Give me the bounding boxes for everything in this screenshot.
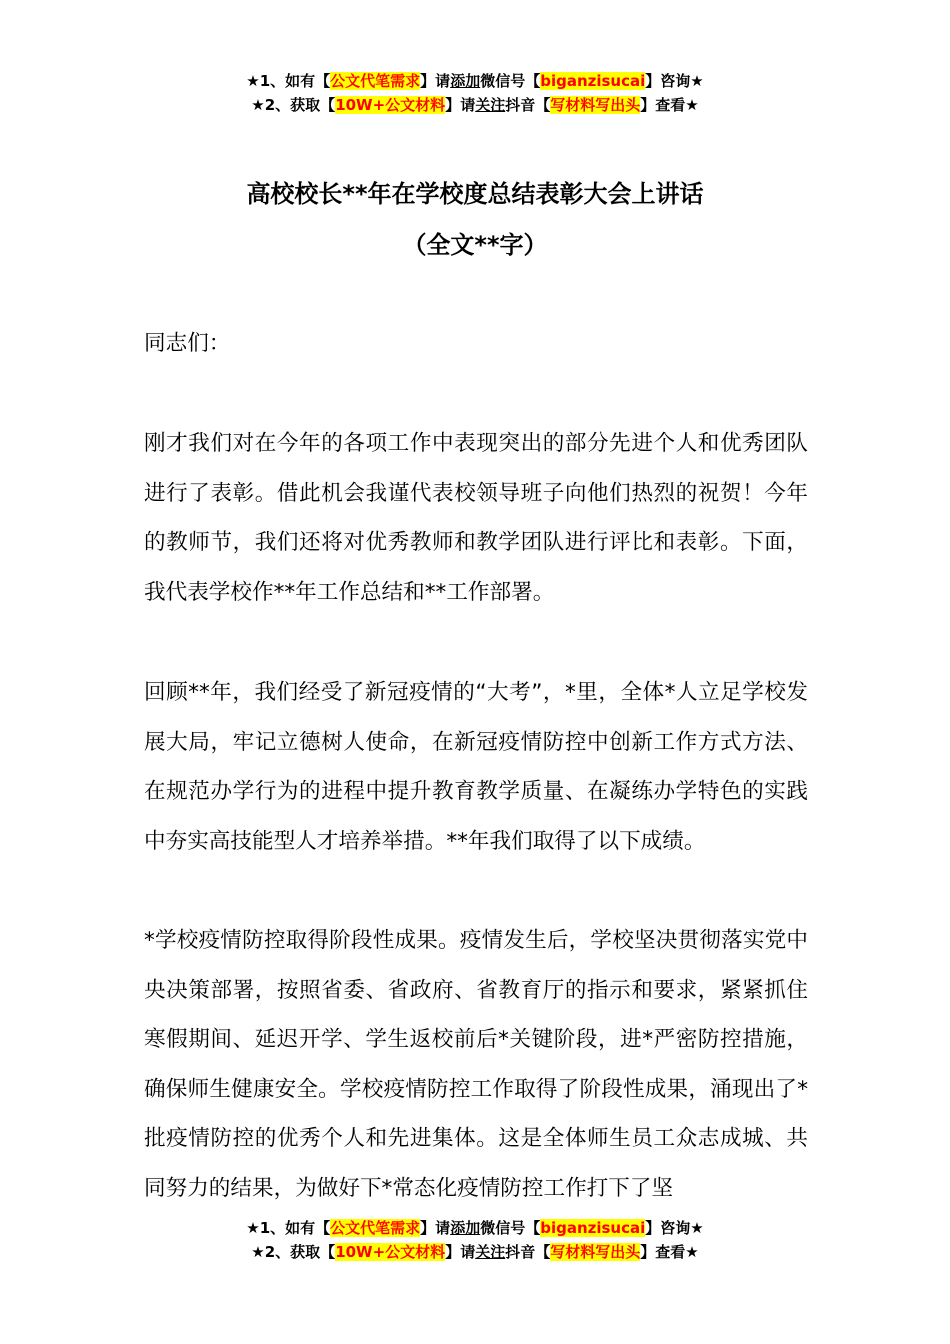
highlight-materials: 10W+公文材料 <box>335 1243 446 1261</box>
body-paragraph: 回顾**年，我们经受了新冠疫情的“大考”，*里，全体*人立足学校发展大局，牢记立德树人使命，在新冠疫情防控中创新工作方式方法、在规范办学行为的进程中提升教育教学质量、在凝练办学特色的实践中夯实高技能型人才培养举措。**年我们取得了以下成绩。 <box>144 680 808 854</box>
highlight-wechat-id: biganzisucai <box>540 1219 646 1237</box>
header-promo-line-1: ★1、如有【公文代笔需求】请添加微信号【biganzisucai】咨询★ <box>246 72 704 90</box>
footer-area <box>0 1210 950 1344</box>
document-title: 高校校长**年在学校度总结表彰大会上讲话 <box>246 180 704 208</box>
highlight-ghostwriting: 公文代笔需求 <box>330 1219 421 1237</box>
body-paragraph: *学校疫情防控取得阶段性成果。疫情发生后，学校坚决贯彻落实党中央决策部署，按照省委、省政府、省教育厅的指示和要求，紧紧抓住寒假期间、延迟开学、学生返校前后*关键阶段，进*严密防控措施，确保师生健康安全。学校疫情防控工作取得了阶段性成果，涌现出了*批疫情防控的优秀个人和先进集体。这是全体师生员工众志成城、共同努力的结果，为做好下*常态化疫情防控工作打下了坚 <box>144 928 808 1201</box>
footer-promo-line-1: ★1、如有【公文代笔需求】请添加微信号【biganzisucai】咨询★ <box>246 1219 704 1237</box>
document-subtitle: （全文**字） <box>402 231 548 259</box>
highlight-wechat-id: biganzisucai <box>540 72 646 90</box>
highlight-ghostwriting: 公文代笔需求 <box>330 72 421 90</box>
salutation: 同志们： <box>144 331 231 356</box>
body-paragraph: 刚才我们对在今年的各项工作中表现突出的部分先进个人和优秀团队进行了表彰。借此机会我谨代表校领导班子向他们热烈的祝贺！今年的教师节，我们还将对优秀教师和教学团队进行评比和表彰。下面，我代表学校作**年工作总结和**工作部署。 <box>144 431 808 605</box>
highlight-douyin-account: 写材料写出头 <box>550 96 641 114</box>
header-promo-line-2: ★2、获取【10W+公文材料】请关注抖音【写材料写出头】查看★ <box>251 96 699 114</box>
highlight-materials: 10W+公文材料 <box>335 96 446 114</box>
highlight-douyin-account: 写材料写出头 <box>550 1243 641 1261</box>
footer-promo-line-2: ★2、获取【10W+公文材料】请关注抖音【写材料写出头】查看★ <box>251 1243 699 1261</box>
